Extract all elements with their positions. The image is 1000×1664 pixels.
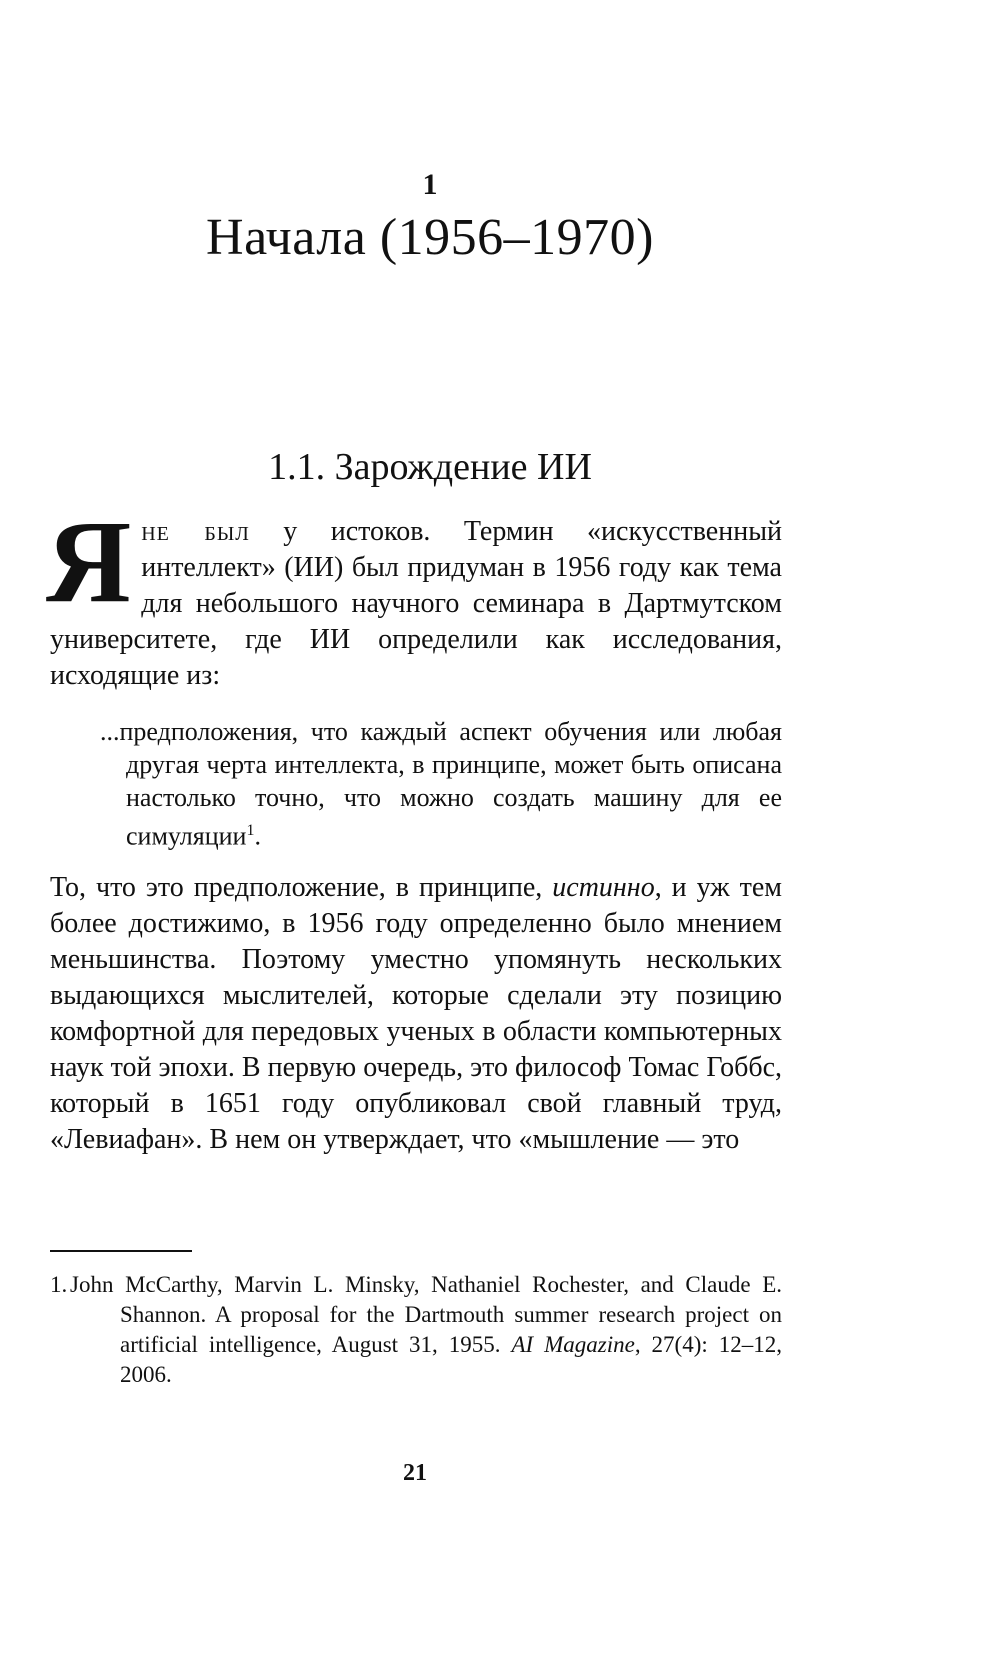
footnote-divider xyxy=(50,1250,192,1252)
quote-text: ...предположения, что каждый аспект обучения или любая другая черта интеллекта, в принципе, может быть описана настолько точно, что можно создать машину для ее симуляции xyxy=(100,717,782,851)
page-number: 21 xyxy=(403,1460,427,1486)
drop-cap: Я xyxy=(46,496,132,627)
footnote xyxy=(50,1270,782,1390)
footnote-text-after: , 27(4): 12–12, 2006. xyxy=(120,1332,782,1387)
smallcaps-lead: не был xyxy=(141,516,250,547)
footnote-journal: AI Magazine xyxy=(511,1332,635,1357)
paragraph-2-text-after: , и уж тем более достижимо, в 1956 году определенно было мнением меньшинства. Поэтому уместно упомянуть нескольких выдающихся мыслителей, которые сделали эту позицию комфортной для передовых ученых в области компьютерных наук той эпохи. В первую очередь, это философ Томас Гоббс, который в 1651 году опубликовал свой главный труд, «Левиафан». В нем он утверждает, что «мышление — это xyxy=(50,872,782,1155)
chapter-number: 1 xyxy=(422,168,438,201)
paragraph-1 xyxy=(46,496,782,694)
block-quote xyxy=(100,715,782,853)
chapter-title: Начала (1956–1970) xyxy=(206,209,654,266)
quote-end: . xyxy=(254,821,261,851)
footnote-number: 1. xyxy=(50,1272,68,1297)
paragraph-1-text: у истоков. Термин «искусственный интеллект» (ИИ) был придуман в 1956 году как тема для небольшого научного семинара в Дартмутском университете, где ИИ определили как исследования, исходящие из: xyxy=(50,516,782,691)
footnote-reference: 1 xyxy=(246,822,255,839)
paragraph-2-italic: истинно xyxy=(552,872,655,903)
paragraph-2-text-before: То, что это предположение, в принципе, xyxy=(50,872,553,903)
paragraph-2 xyxy=(50,870,782,1158)
section-title: 1.1. Зарождение ИИ xyxy=(268,446,592,488)
footnote-text-before: John McCarthy, Marvin L. Minsky, Nathaniel Rochester, and Claude E. Shannon. A proposal for the Dartmouth summer research project on artificial intelligence, August 31, 1955. xyxy=(70,1272,782,1357)
